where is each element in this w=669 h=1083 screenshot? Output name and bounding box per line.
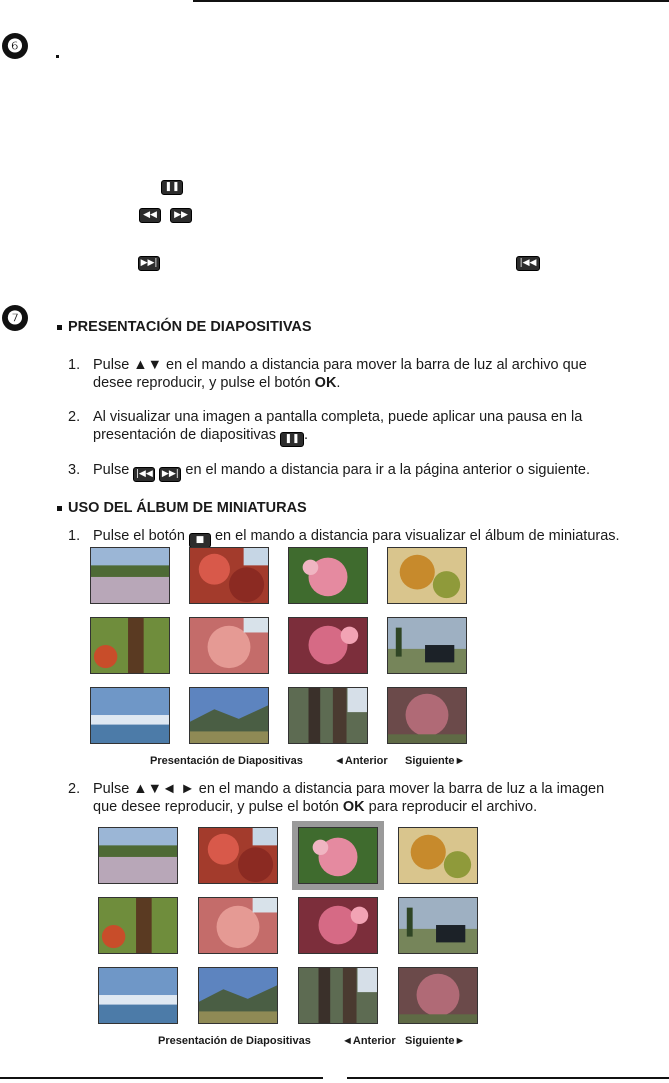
section-7-number: ❼ [2,305,28,331]
step-text [93,798,537,817]
slideshow-bullet [57,325,62,330]
skip-next-icon: ▶▶| [138,256,160,271]
thumbnail[interactable] [298,967,378,1024]
thumbnail[interactable] [189,547,269,604]
thumbnail[interactable] [387,687,467,744]
skip-previous-icon: |◀◀ [133,467,155,482]
step-number: 3. [68,462,81,478]
thumbnail[interactable] [398,967,478,1024]
thumbnail[interactable] [387,547,467,604]
skip-next-icon: ▶▶| [159,467,181,482]
thumbnail[interactable] [90,617,170,674]
step-text: Pulse ▲▼ en el mando a distancia para mover la barra de luz al archivo que [93,357,587,373]
step-text-part: en el mando a distancia para visualizar el álbum de miniaturas. [214,528,620,544]
step-number: 2. [68,781,81,797]
step-text-part: . [304,427,309,443]
thumbnail[interactable] [189,687,269,744]
top-rule [193,0,669,2]
slideshow-heading: PRESENTACIÓN DE DIAPOSITIVAS [68,319,312,335]
ok-keyword: OK [342,799,365,815]
thumbnail[interactable] [98,897,178,954]
caption-slideshow: Presentación de Diapositivas [158,1035,311,1047]
thumbnail[interactable] [98,827,178,884]
thumbnail[interactable] [288,617,368,674]
caption-next: Siguiente► [405,1035,466,1047]
caption-slideshow: Presentación de Diapositivas [150,755,303,767]
thumbnail[interactable] [98,967,178,1024]
album-heading: USO DEL ÁLBUM DE MINIATURAS [68,500,307,516]
step-text-part: en el mando a distancia para ir a la página anterior o siguiente. [185,462,591,478]
step-text-part: . [336,375,341,391]
thumbnail[interactable] [198,827,278,884]
rewind-icon: ◀◀ [139,208,161,223]
thumbnail[interactable] [90,687,170,744]
step-text [93,426,308,447]
step-text [93,527,620,548]
ok-keyword: OK [314,375,337,391]
step-number: 2. [68,409,81,425]
section-6-bullet [56,55,59,58]
step-text-part: presentación de diapositivas [93,427,276,443]
step-number: 1. [68,357,81,373]
step-number: 1. [68,528,81,544]
step-text-part: Pulse el botón [93,528,185,544]
thumbnail[interactable] [288,687,368,744]
section-6-number: ❻ [2,33,28,59]
step-text-part: para reproducir el archivo. [364,799,538,815]
step-text [93,374,340,393]
thumbnail[interactable] [198,897,278,954]
thumbnail[interactable] [298,897,378,954]
thumbnail[interactable] [398,897,478,954]
bottom-rule-left [0,1077,323,1079]
step-text: Pulse ▲▼◄ ► en el mando a distancia para mover la barra de luz a la imagen [93,781,605,797]
thumbnail[interactable] [189,617,269,674]
album-bullet [57,506,62,511]
thumbnail[interactable] [398,827,478,884]
thumbnail[interactable] [288,547,368,604]
thumbnail[interactable] [90,547,170,604]
thumbnail[interactable] [198,967,278,1024]
stop-icon: ■ [189,533,211,548]
step-text: Al visualizar una imagen a pantalla completa, puede aplicar una pausa en la [93,409,583,425]
caption-previous: ◄Anterior [334,755,388,767]
pause-icon: ❚❚ [161,180,183,195]
step-text-part: Pulse [93,462,130,478]
skip-previous-icon: |◀◀ [516,256,540,271]
thumbnail-selected[interactable] [298,827,378,884]
step-text-part: desee reproducir, y pulse el botón [93,375,315,391]
pause-icon: ❚❚ [280,432,304,447]
step-text-part: que desee reproducir, y pulse el botón [93,799,343,815]
bottom-rule-right [347,1077,669,1079]
thumbnail[interactable] [387,617,467,674]
fast-forward-icon: ▶▶ [170,208,192,223]
step-text [93,461,590,482]
caption-next: Siguiente► [405,755,466,767]
caption-previous: ◄Anterior [342,1035,396,1047]
